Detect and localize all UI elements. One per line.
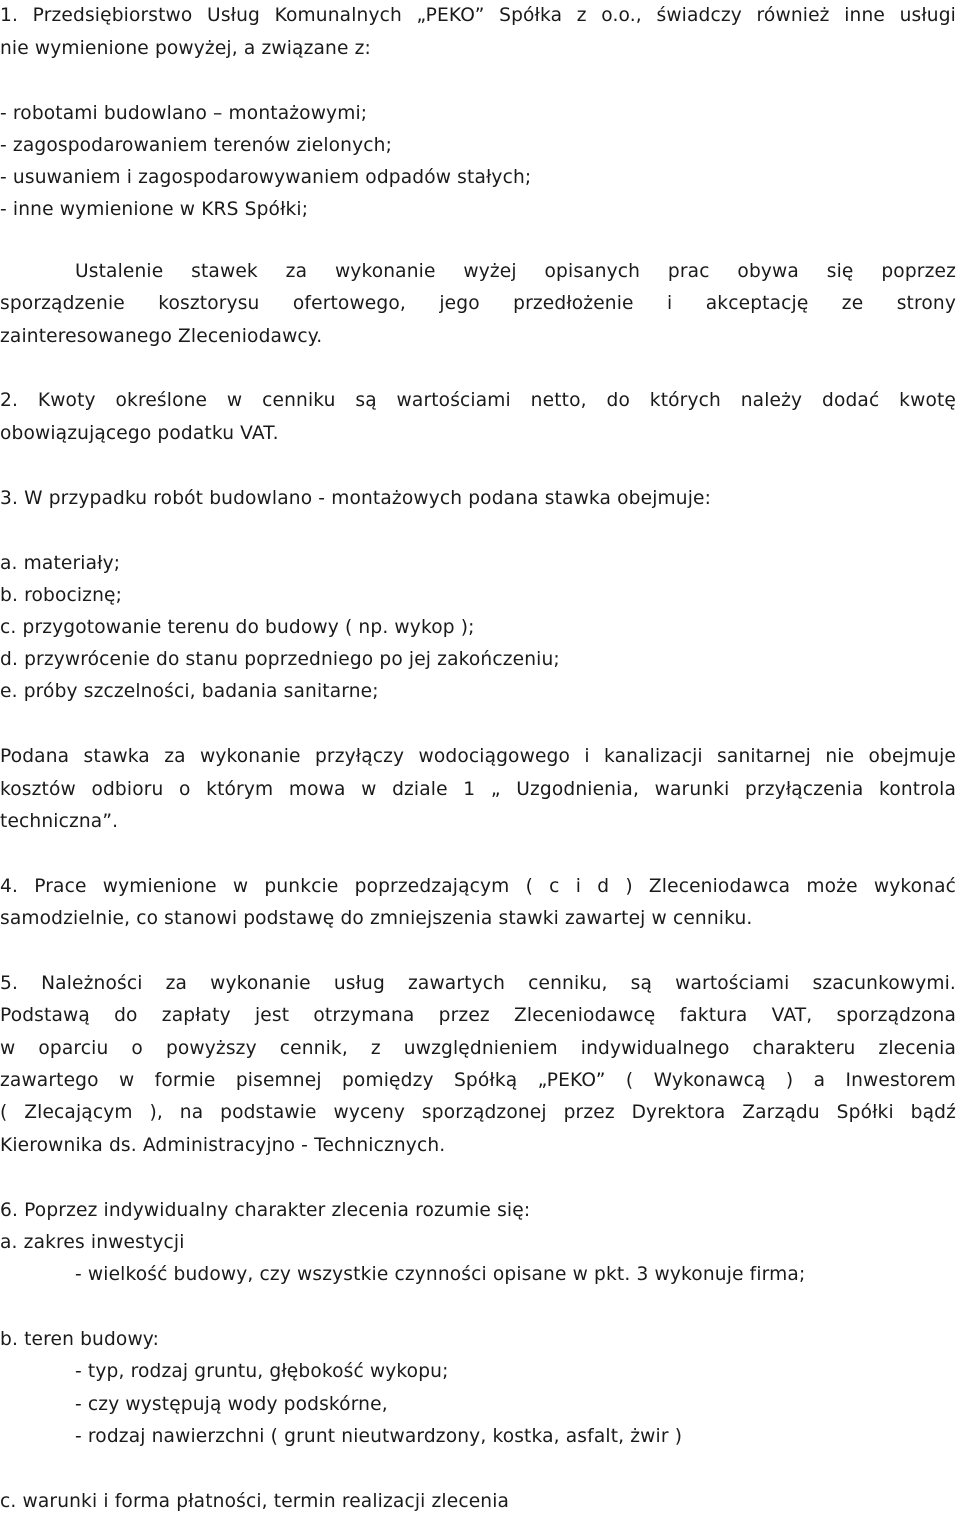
text-line: obowiązującego podatku VAT. bbox=[0, 423, 279, 444]
text-line: d. przywrócenie do stanu poprzedniego po jej zakończeniu; bbox=[0, 649, 560, 670]
text-line: 1. Przedsiębiorstwo Usług Komunalnych „PEKO” Spółka z o.o., świadczy również inne usługi bbox=[0, 5, 956, 26]
text-line: Podana stawka za wykonanie przyłączy wodociągowego i kanalizacji sanitarnej nie obejmuje bbox=[0, 746, 956, 767]
text-line: w oparciu o powyższy cennik, z uwzględnieniem indywidualnego charakteru zlecenia bbox=[0, 1038, 956, 1059]
text-line: zawartego w formie pisemnej pomiędzy Spółką „PEKO” ( Wykonawcą ) a Inwestorem bbox=[0, 1070, 956, 1091]
text-line: Kierownika ds. Administracyjno - Technicznych. bbox=[0, 1135, 446, 1156]
text-line: Podstawą do zapłaty jest otrzymana przez Zleceniodawcę faktura VAT, sporządzona bbox=[0, 1005, 956, 1026]
text-line: ( Zlecającym ), na podstawie wyceny sporządzonej przez Dyrektora Zarządu Spółki bądź bbox=[0, 1102, 956, 1123]
text-line: c. przygotowanie terenu do budowy ( np. wykop ); bbox=[0, 617, 475, 638]
text-line: - robotami budowlano – montażowymi; bbox=[0, 103, 368, 124]
text-line: e. próby szczelności, badania sanitarne; bbox=[0, 681, 379, 702]
text-line: zainteresowanego Zleceniodawcy. bbox=[0, 326, 323, 347]
text-line: 6. Poprzez indywidualny charakter zlecenia rozumie się: bbox=[0, 1200, 531, 1221]
text-line: - typ, rodzaj gruntu, głębokość wykopu; bbox=[75, 1361, 449, 1382]
text-line: - rodzaj nawierzchni ( grunt nieutwardzony, kostka, asfalt, żwir ) bbox=[75, 1426, 683, 1447]
text-line: - usuwaniem i zagospodarowywaniem odpadów stałych; bbox=[0, 167, 532, 188]
text-line: b. teren budowy: bbox=[0, 1329, 160, 1350]
text-line: Ustalenie stawek za wykonanie wyżej opisanych prac obywa się poprzez bbox=[75, 261, 956, 282]
text-line: 5. Należności za wykonanie usług zawartych cenniku, są wartościami szacunkowymi. bbox=[0, 973, 956, 994]
text-line: c. warunki i forma płatności, termin realizacji zlecenia bbox=[0, 1491, 510, 1512]
text-line: b. robociznę; bbox=[0, 585, 123, 606]
text-line: sporządzenie kosztorysu ofertowego, jego przedłożenie i akceptację ze strony bbox=[0, 293, 956, 314]
text-line: kosztów odbioru o którym mowa w dziale 1 „ Uzgodnienia, warunki przyłączenia kontrola bbox=[0, 779, 956, 800]
text-line: a. materiały; bbox=[0, 553, 121, 574]
text-line: 2. Kwoty określone w cenniku są wartościami netto, do których należy dodać kwotę bbox=[0, 390, 956, 411]
text-line: - czy występują wody podskórne, bbox=[75, 1394, 388, 1415]
text-line: nie wymienione powyżej, a związane z: bbox=[0, 38, 371, 59]
text-line: a. zakres inwestycji bbox=[0, 1232, 185, 1253]
text-line: techniczna”. bbox=[0, 811, 119, 832]
text-line: - inne wymienione w KRS Spółki; bbox=[0, 199, 309, 220]
text-line: 4. Prace wymienione w punkcie poprzedzającym ( c i d ) Zleceniodawca może wykonać bbox=[0, 876, 956, 897]
text-line: 3. W przypadku robót budowlano - montażowych podana stawka obejmuje: bbox=[0, 488, 712, 509]
text-line: - wielkość budowy, czy wszystkie czynności opisane w pkt. 3 wykonuje firma; bbox=[75, 1264, 806, 1285]
text-line: samodzielnie, co stanowi podstawę do zmniejszenia stawki zawartej w cenniku. bbox=[0, 908, 753, 929]
text-line: - zagospodarowaniem terenów zielonych; bbox=[0, 135, 392, 156]
